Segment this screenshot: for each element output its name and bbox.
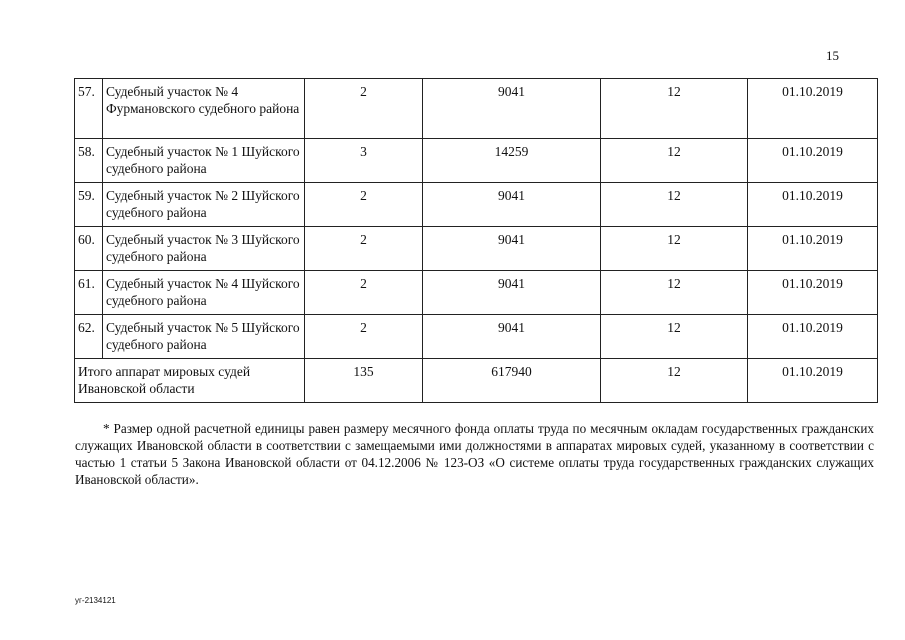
staffing-table xyxy=(74,78,878,403)
total-staff-units: 135 xyxy=(305,359,423,403)
staff-units-value: 2 xyxy=(305,271,423,315)
monthly-fund-value: 14259 xyxy=(423,139,601,183)
monthly-fund-value: 9041 xyxy=(423,315,601,359)
total-months: 12 xyxy=(601,359,748,403)
table-row xyxy=(75,271,878,315)
footnote: * Размер одной расчетной единицы равен размеру месячного фонда оплаты труда по месячным окладам государственных гражданских служащих Ивановской области в соответствии с замещаемыми ими должностями в аппаратах мировых судей, указанному в соответствии с частью 1 статьи 5 Закона Ивановской области от 04.12.2006 № 123-ОЗ «О системе оплаты труда государственных гражданских служащих Ивановской области». xyxy=(75,421,874,487)
table-row xyxy=(75,227,878,271)
total-monthly-fund: 617940 xyxy=(423,359,601,403)
months-value: 12 xyxy=(601,315,748,359)
row-number: 58. xyxy=(75,139,103,183)
row-number: 57. xyxy=(75,79,103,139)
staff-units-value: 2 xyxy=(305,227,423,271)
table-row xyxy=(75,139,878,183)
staff-units-value: 2 xyxy=(305,315,423,359)
effective-date-value: 01.10.2019 xyxy=(748,315,878,359)
effective-date-value: 01.10.2019 xyxy=(748,183,878,227)
court-district-name: Судебный участок № 5 Шуйского судебного района xyxy=(103,315,305,359)
court-district-name: Судебный участок № 4 Шуйского судебного района xyxy=(103,271,305,315)
row-number: 62. xyxy=(75,315,103,359)
months-value: 12 xyxy=(601,227,748,271)
staff-units-value: 2 xyxy=(305,183,423,227)
months-value: 12 xyxy=(601,271,748,315)
total-label: Итого аппарат мировых судей Ивановской области xyxy=(75,359,305,403)
effective-date-value: 01.10.2019 xyxy=(748,227,878,271)
monthly-fund-value: 9041 xyxy=(423,183,601,227)
months-value: 12 xyxy=(601,79,748,139)
months-value: 12 xyxy=(601,139,748,183)
monthly-fund-value: 9041 xyxy=(423,271,601,315)
table-total-row xyxy=(75,359,878,403)
court-district-name: Судебный участок № 3 Шуйского судебного района xyxy=(103,227,305,271)
effective-date-value: 01.10.2019 xyxy=(748,271,878,315)
document-code: уг-2134121 xyxy=(75,596,116,605)
table-row xyxy=(75,79,878,139)
staff-units-value: 2 xyxy=(305,79,423,139)
row-number: 61. xyxy=(75,271,103,315)
monthly-fund-value: 9041 xyxy=(423,227,601,271)
effective-date-value: 01.10.2019 xyxy=(748,139,878,183)
court-district-name: Судебный участок № 1 Шуйского судебного района xyxy=(103,139,305,183)
monthly-fund-value: 9041 xyxy=(423,79,601,139)
court-district-name: Судебный участок № 2 Шуйского судебного района xyxy=(103,183,305,227)
row-number: 60. xyxy=(75,227,103,271)
effective-date-value: 01.10.2019 xyxy=(748,79,878,139)
court-district-name: Судебный участок № 4 Фурмановского судебного района xyxy=(103,79,305,139)
row-number: 59. xyxy=(75,183,103,227)
staff-units-value: 3 xyxy=(305,139,423,183)
total-effective-date: 01.10.2019 xyxy=(748,359,878,403)
page-number: 15 xyxy=(826,48,839,63)
table-row xyxy=(75,315,878,359)
table-row xyxy=(75,183,878,227)
months-value: 12 xyxy=(601,183,748,227)
